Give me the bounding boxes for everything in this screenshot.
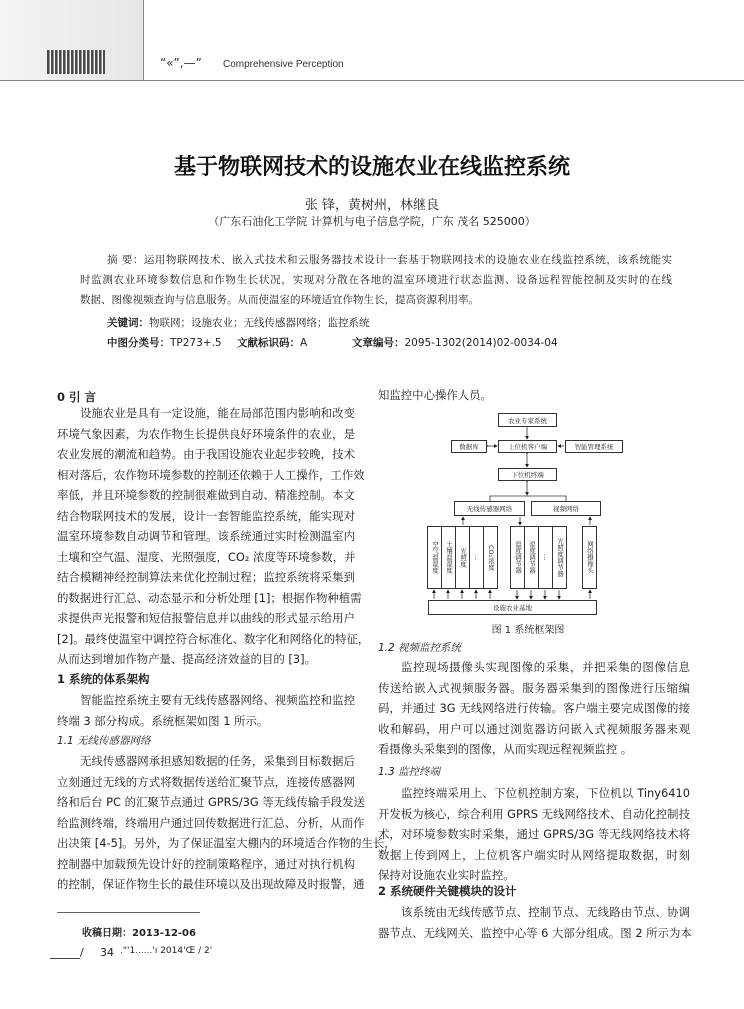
box-sensor: 土壤温湿度 [441,526,456,589]
box-expert-system: 农业专家系统 [498,413,557,427]
header-rule [0,80,744,81]
text-line: 环境气象因素，为农作物生长提供良好环境条件的农业，是 [57,426,355,441]
keywords-label: 关键词： [107,317,149,329]
section-heading-wsn: 1.1 无线传感器网络 [57,735,151,747]
footnote-rule [57,912,200,913]
text-line: 求提供声光报警和短信报警信息并以曲线的形式显示给用户 [57,611,355,625]
paragraph-terminal [378,783,690,886]
paragraph-architecture [57,690,355,731]
text-line: 结合模糊神经控制算法来优化控制过程；监控系统将采集到 [57,570,355,584]
page-number: 34 [100,946,114,959]
text-line: 终端 3 部分构成。系统框架如图 1 所示。 [57,713,269,728]
affiliation: （广东石油化工学院 计算机与电子信息学院，广东 茂名 525000） [208,215,536,228]
authors: 张 锋，黄树州，林继良 [304,198,440,213]
clc-value: TP273+.5 [170,337,222,349]
text-line: 码，并通过 3G 无线网络进行传输。客户端主要完成图像的接 [378,701,690,715]
journal-logo [47,50,105,74]
journal-issue: ."'1......'ı 2014'Œ / 2' [120,946,213,956]
doc-code-label: 文献标识码： [237,337,300,349]
text-line: 率低，并且环境参数的控制很难做到自动、精准控制。本文 [57,488,355,502]
text-line: 控制器中加载预先设计好的控制策略程序，通过对执行机构 [57,856,355,871]
box-sensor: 空气温湿度 [427,526,442,589]
text-line: 从而达到增加作物产量、提高经济效益的目的 [3]。 [57,652,316,666]
box-terminal: 下位机终端 [498,468,557,481]
box-database: 数据库 [451,440,487,453]
page-rule [50,958,80,959]
section-mark: “«”,—” [160,56,202,70]
box-management: 智能管理系统 [565,440,623,453]
text-line: 数据上传到网上，上位机客户端实时从网络提取数据，时刻 [378,847,690,862]
text-line: 的控制，保证作物生长的最佳环境以及出现故障及时报警，通 [57,877,365,891]
box-sensor: … [469,526,484,589]
section-heading-architecture: 1 系统的体系架构 [57,672,150,686]
box-sensor: 光照度 [455,526,470,589]
text-line: 农业发展的潮流和趋势。由于我国设施农业起步较晚，技术 [57,447,355,461]
arrows-base-sensors [434,590,490,599]
paragraph-wsn [57,751,396,895]
text-line: 温室环境参数自动调节和管理。该系统通过实时检测温室内 [57,529,355,543]
text-line: 传送给嵌入式视频服务器。服务器采集到的图像进行压缩编 [378,680,690,695]
text-line: 看摄像头采集到的图像，从而实现远程视频监控 。 [378,742,633,756]
box-base: 设施农业基地 [428,600,597,615]
text-line: 相对落后，农作物环境参数的控制还依赖于人工操作，工作效 [57,467,365,482]
text-line: [2]。最终使温室中调控符合标准化、数字化和网络化的特征， [57,631,370,646]
arrows-actuators-base [517,590,559,599]
text-line: 术，对环境参数实时采集，通过 GPRS/3G 等无线网络技术将 [378,827,690,841]
box-sensor: CO₂浓度 [483,526,498,589]
bracket-networks [490,496,566,501]
section-heading-hardware: 2 系统硬件关键模块的设计 [378,884,517,898]
text-line: 络和后台 PC 的汇聚节点通过 GPRS/3G 等无线传输手段发送 [57,795,365,809]
doc-code [237,335,307,350]
text-line: 给监测终端，终端用户通过回传数据进行汇总、分析，从而作 [57,815,365,830]
box-actuator: 温度调节器 [510,526,525,589]
clc [107,335,222,350]
doc-code-value: A [300,337,308,349]
text-line: 器节点、无线网关、监控中心等 6 大部分组成。图 2 所示为本 [378,925,692,940]
paper-title: 基于物联网技术的设施农业在线监控系统 [173,154,570,180]
received-date: 收稿日期：2013-12-06 [82,928,196,939]
abstract-line: 时监测农业环境参数信息和作物生长状况，实现对分散在各地的温室环境进行状态监测、设备远程智能控制及实时的在线 [80,274,672,286]
box-actuator: 光照度调节器 [552,526,567,589]
section-heading-intro: 0 引 言 [57,390,97,404]
text-line: 结合物联网技术的发展，设计一套智能监控系统，能实现对 [57,508,355,523]
text-line: 该系统由无线传感节点、控制节点、无线路由节点、协调 [401,905,690,919]
box-wsn: 无线传感器网络 [454,501,525,516]
text-line: 的数据进行汇总、动态显示和分析处理 [1]；根据作物种植需 [57,590,362,605]
paragraph-intro [57,403,370,670]
keywords-value: 物联网；设施农业；无线传感器网络；监控系统 [149,317,370,329]
text-line: 智能监控系统主要有无线传感器网络、视频监控和监控 [80,693,355,707]
text-line: 开发板为核心，综合利用 GPRS 无线网络技术、自动化控制技 [378,806,690,821]
text-line: 知监控中心操作人员。 [378,388,492,402]
text-line: 立刻通过无线的方式将数据传送给汇聚节点，连接传感器网 [57,774,355,789]
box-actuator: 湿度调节器 [524,526,539,589]
keywords [107,315,370,330]
text-line: 土壤和空气温、湿度、光照强度，CO₂ 浓度等环境参数，并 [57,549,356,564]
box-camera: 网络摄像头 [582,526,597,589]
text-line: 监控现场摄像头实现图像的采集，并把采集的图像信息 [401,660,690,674]
figure-caption: 图 1 系统框架图 [491,625,565,636]
text-line: 无线传感器网承担感知数据的任务，采集到目标数据后 [80,754,355,768]
text-line: 保持对设施农业实时监控。 [378,868,515,882]
article-no-label: 文章编号： [352,337,405,349]
paragraph-hardware [378,902,690,943]
section-heading-video: 1.2 视频监控系统 [378,642,462,654]
article-no [352,335,558,350]
text-line: 设施农业是具有一定设施，能在局部范围内影响和改变 [80,406,355,420]
clc-label: 中图分类号： [107,337,170,349]
box-client: 上位机客户端 [498,440,557,453]
box-actuator: … [538,526,553,589]
text-line: 出决策 [4-5]。另外，为了保证温室大棚内的环境适合作物的生长， [57,836,396,850]
section-heading-terminal: 1.3 监控终端 [378,766,441,778]
paragraph-video [378,657,690,760]
abstract-line: 数据、图像视频查询与信息服务。从而使温室的环境适宜作物生长，提高资源利用率。 [80,294,479,306]
text-line: 收和解码，用户可以通过浏览器访问嵌入式视频服务器来观 [378,721,690,736]
paragraph-continued [378,385,690,406]
article-no-value: 2095-1302(2014)02-0034-04 [404,337,558,349]
section-name: Comprehensive Perception [223,59,344,70]
text-line: 监控终端采用上、下位机控制方案，下位机以 Tiny6410 [401,786,690,800]
page-slash: / [80,946,84,959]
header-divider [143,0,144,80]
box-video-network: 视频网络 [531,501,601,516]
abstract-line: 摘 要：运用物联网技术、嵌入式技术和云服务器技术设计一套基于物联网技术的设施农业在线监控系统，该系统能实 [107,254,672,266]
